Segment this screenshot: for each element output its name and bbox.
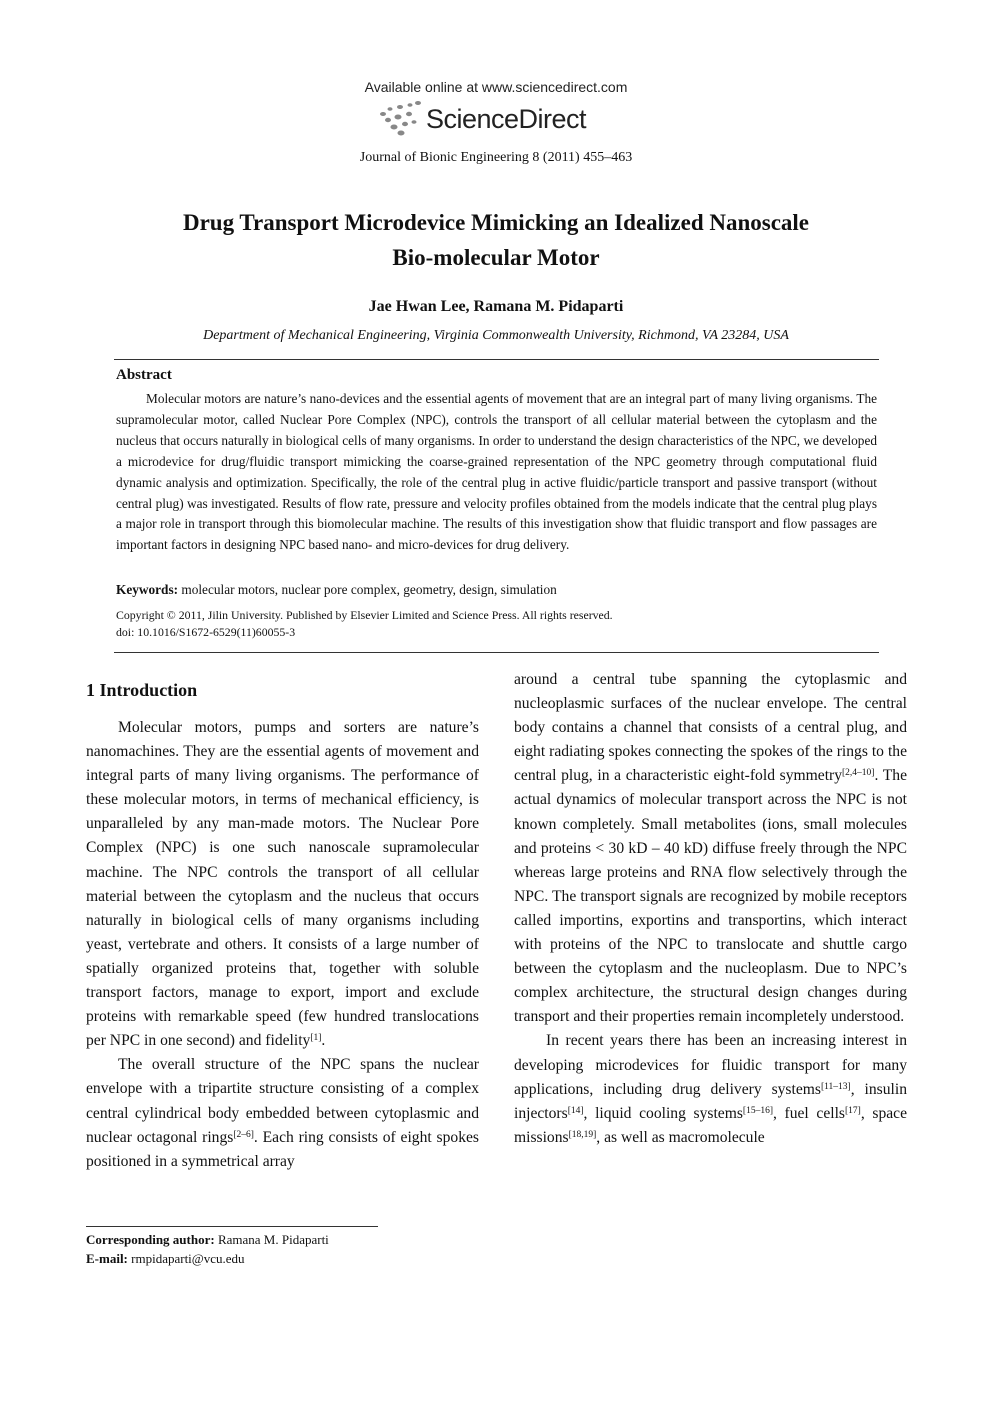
sciencedirect-logo bbox=[378, 100, 618, 142]
abstract-top-rule bbox=[114, 359, 879, 360]
citation-ref: [17] bbox=[845, 1105, 861, 1116]
abstract-body: Molecular motors are nature’s nano-devices and the essential agents of movement that are an integral part of many living organisms. The supramolecular motor, called Nuclear Pore Complex (NPC), controls the transport of all cellular material between the cytoplasm and the nucleus that occurs naturally in biological cells of many organisms. In order to understand the design characteristics of the NPC, we developed a microdevice for drug/fluidic transport mimicking the coarse-grained representation of the NPC geometry through computational fluid dynamic analysis and optimization. Specifically, the role of the central plug in active fluidic/particle transport and passive transport (without central plug) was investigated. Results of flow rate, pressure and velocity profiles obtained from the models indicate that the central plug plays a major role in transport through this biomolecular machine. The results of this investigation show that fluidic transport and flow passages are important factors in designing NPC based nano- and micro-devices for drug delivery. bbox=[116, 391, 877, 553]
left-column bbox=[86, 716, 479, 1174]
intro-paragraph-2: The overall structure of the NPC spans the nuclear envelope with a tripartite structure consisting of a complex central cylindrical body embedded between cytoplasmic and nuclear octagonal rings[2–6]. Each ring consists of eight spokes positioned in a symmetrical array bbox=[86, 1056, 480, 1170]
sciencedirect-wordmark: ScienceDirect bbox=[426, 104, 587, 134]
citation-ref: [1] bbox=[310, 1033, 322, 1044]
citation-ref: [15–16] bbox=[742, 1105, 773, 1116]
paper-title-line-1: Drug Transport Microdevice Mimicking an Idealized Nanoscale bbox=[182, 210, 810, 235]
citation-ref: [2,4–10] bbox=[842, 768, 875, 779]
paper-title bbox=[0, 205, 992, 275]
paper-title-line-2: Bio-molecular Motor bbox=[392, 245, 600, 270]
sciencedirect-dots-icon bbox=[378, 100, 426, 140]
footnote bbox=[86, 1230, 329, 1268]
section-heading-introduction: 1 Introduction bbox=[86, 680, 198, 700]
citation-ref: [2–6] bbox=[233, 1129, 254, 1140]
copyright-text: Copyright © 2011, Jilin University. Published by Elsevier Limited and Science Press. All rights reserved. bbox=[116, 608, 613, 622]
intro-paragraph-3: In recent years there has been an increasing interest in developing microdevices for fluidic transport for many applications, including drug delivery systems[11–13], insulin injectors[14], liquid cooling systems[15–16], fuel cells[17], space missions[18,19], as well as macromolecule bbox=[514, 1032, 907, 1146]
abstract-heading: Abstract bbox=[116, 367, 172, 383]
intro-paragraph-1: Molecular motors, pumps and sorters are nature’s nanomachines. They are the essential agents of movement and integral parts of many living organisms. The performance of these molecular motors, in terms of mechanical efficiency, is unparalleled by any man-made motors. The Nuclear Pore Complex (NPC) is one such nanoscale supramolecular machine. The NPC controls the transport of all cellular material between the cytoplasm and the nucleus that occurs naturally in biological cells of many organisms including yeast, vertebrate and others. It consists of a large number of spatially organized proteins that, together with soluble transport factors, manage to export, import and exclude proteins with remarkable speed (few hundred translocations per NPC in one second) and fidelity[1]. bbox=[86, 719, 479, 1050]
available-online-text: Available online at www.sciencedirect.com bbox=[364, 79, 628, 95]
author-list: Jae Hwan Lee, Ramana M. Pidaparti bbox=[368, 298, 624, 315]
intro-paragraph-2-cont: around a central tube spanning the cytoplasmic and nucleoplasmic surfaces of the nuclear envelope. The central body contains a channel that consists of a central plug, and eight radiating spokes connecting the spokes of the rings to the central plug, in a characteristic eight-fold symmetry[2,4–10]. The actual dynamics of molecular transport across the NPC is not known completely. Small metabolites (ions, small molecules and proteins < 30 kD – 40 kD) diffuse freely through the NPC whereas large proteins and RNA flow selectively through the NPC. The transport signals are recognized by mobile receptors called importins, exportins and transportins, which interact with proteins of the NPC to translocate and shuttle cargo between the cytoplasm and the nucleoplasm. Due to NPC’s complex architecture, the structural design changes during transport and their properties remain incompletely understood. bbox=[514, 671, 907, 1026]
journal-citation: Journal of Bionic Engineering 8 (2011) 455–463 bbox=[359, 150, 633, 165]
author-email: E-mail: rmpidaparti@vcu.edu bbox=[86, 1251, 245, 1266]
footnote-rule bbox=[86, 1226, 378, 1227]
copyright-block bbox=[116, 607, 613, 641]
abstract-bottom-rule bbox=[114, 652, 879, 653]
doi-text: doi: 10.1016/S1672-6529(11)60055-3 bbox=[116, 625, 296, 639]
keywords-list: molecular motors, nuclear pore complex, geometry, design, simulation bbox=[178, 582, 557, 597]
citation-ref: [11–13] bbox=[820, 1081, 851, 1092]
keywords bbox=[116, 582, 557, 598]
right-column bbox=[514, 668, 907, 1150]
corresponding-author: Corresponding author: Ramana M. Pidaparti bbox=[86, 1232, 329, 1247]
keywords-label: Keywords: bbox=[116, 582, 179, 597]
affiliation: Department of Mechanical Engineering, Virginia Commonwealth University, Richmond, VA 23284, USA bbox=[203, 328, 789, 343]
citation-ref: [14] bbox=[567, 1105, 584, 1116]
citation-ref: [18,19] bbox=[568, 1129, 597, 1140]
